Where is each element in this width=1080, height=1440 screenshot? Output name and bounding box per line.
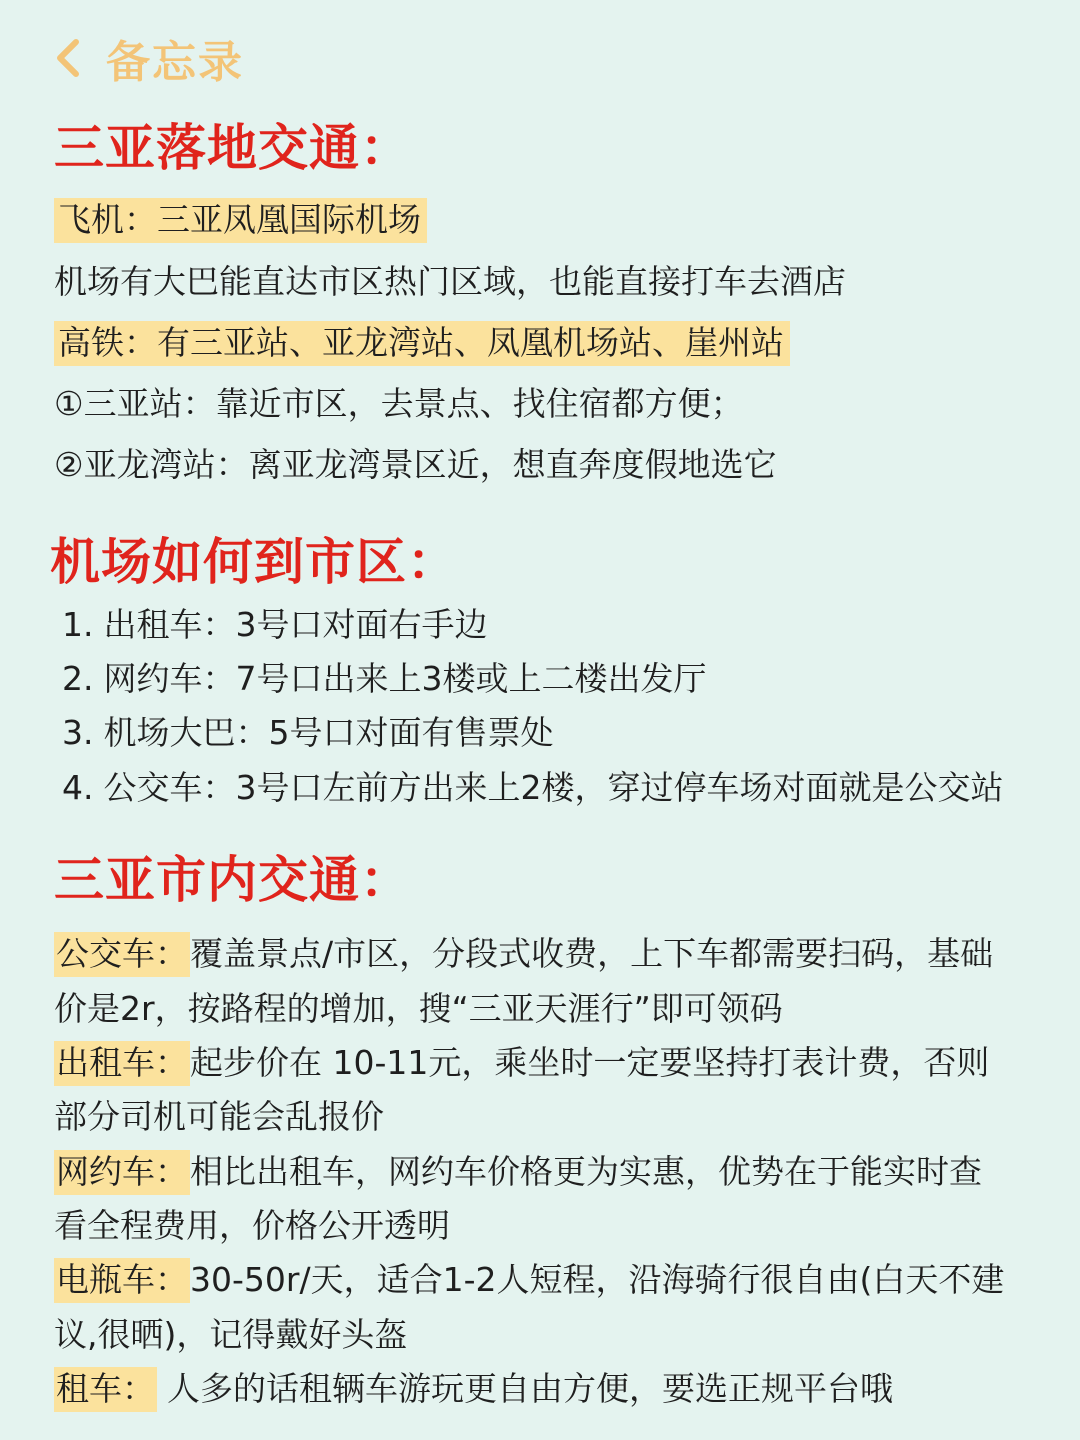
bus-line-2: 价是2r，按路程的增加，搜“三亚天涯行”即可领码 bbox=[54, 989, 783, 1028]
rail-item-sanya: ①三亚站：靠近市区，去景点、找住宿都方便； bbox=[54, 384, 744, 423]
ride-key: 网约车： bbox=[54, 1150, 190, 1195]
airport-item-3: 3. 机场大巴：5号口对面有售票处 bbox=[62, 713, 554, 752]
nav-bar bbox=[52, 30, 244, 86]
taxi-line-2: 部分司机可能会乱报价 bbox=[54, 1097, 384, 1136]
airport-item-1: 1. 出租车：3号口对面右手边 bbox=[62, 605, 488, 644]
ebike-line-1: 电瓶车：30-50r/天，适合1-2人短程，沿海骑行很自由(白天不建 bbox=[54, 1258, 1004, 1302]
ebike-key: 电瓶车： bbox=[54, 1258, 190, 1303]
rail-label-line bbox=[54, 321, 790, 365]
airport-item-4: 4. 公交车：3号口左前方出来上2楼，穿过停车场对面就是公交站 bbox=[62, 768, 1004, 807]
plane-label: 飞机：三亚凤凰国际机场 bbox=[54, 198, 427, 243]
section-heading-arrival: 三亚落地交通： bbox=[54, 119, 411, 177]
taxi-key: 出租车： bbox=[54, 1041, 190, 1086]
section-heading-airport: 机场如何到市区： bbox=[50, 533, 458, 591]
bus-line-1: 公交车：覆盖景点/市区，分段式收费，上下车都需要扫码，基础 bbox=[54, 932, 993, 976]
chevron-left-icon bbox=[52, 36, 84, 80]
back-button[interactable] bbox=[52, 30, 92, 86]
ride-line-1: 网约车：相比出租车，网约车价格更为实惠，优势在于能实时查 bbox=[54, 1150, 982, 1194]
rail-label: 高铁：有三亚站、亚龙湾站、凤凰机场站、崖州站 bbox=[54, 321, 790, 366]
ebike-line-2: 议,很晒)，记得戴好头盔 bbox=[54, 1315, 408, 1354]
rental-line-1: 租车： 人多的话租辆车游玩更自由方便，要选正规平台哦 bbox=[54, 1367, 893, 1411]
plane-label-line bbox=[54, 198, 427, 242]
ride-line-2: 看全程费用，价格公开透明 bbox=[54, 1206, 450, 1245]
bus-key: 公交车： bbox=[54, 932, 190, 977]
section-heading-city: 三亚市内交通： bbox=[54, 851, 411, 909]
plane-desc: 机场有大巴能直达市区热门区域，也能直接打车去酒店 bbox=[54, 262, 846, 301]
airport-item-2: 2. 网约车：7号口出来上3楼或上二楼出发厅 bbox=[62, 659, 707, 698]
rail-item-yalongwan: ②亚龙湾站：离亚龙湾景区近，想直奔度假地选它 bbox=[54, 445, 777, 484]
nav-title: 备忘录 bbox=[106, 37, 244, 88]
rental-key: 租车： bbox=[54, 1367, 157, 1412]
taxi-line-1: 出租车：起步价在 10-11元，乘坐时一定要坚持打表计费，否则 bbox=[54, 1041, 989, 1085]
